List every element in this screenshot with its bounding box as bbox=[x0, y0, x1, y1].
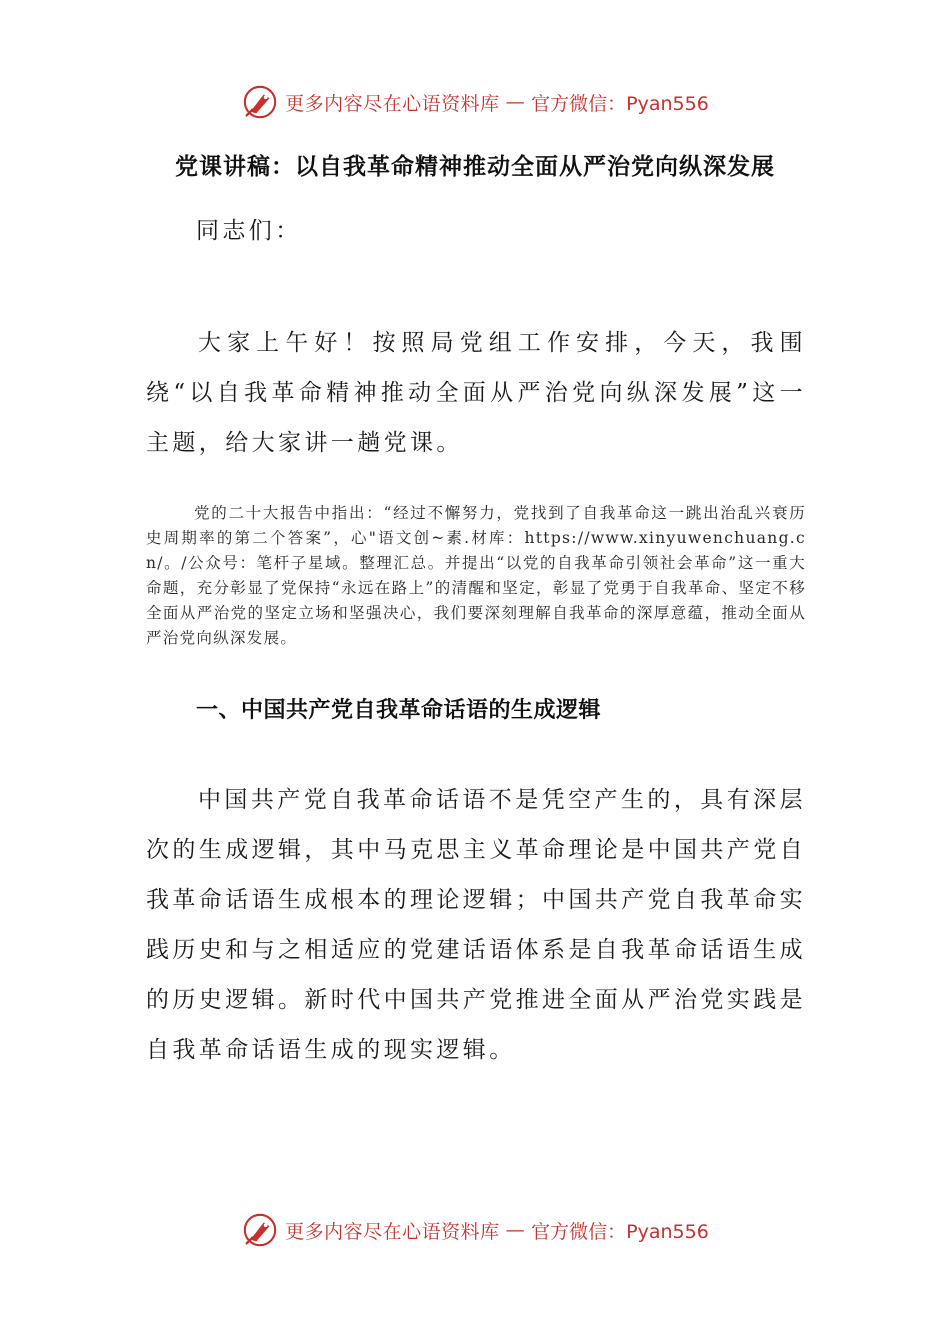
pen-nib-logo-icon bbox=[241, 1211, 279, 1249]
greeting: 同志们： bbox=[196, 218, 302, 244]
footer-main-text: 更多内容尽在心语资料库 bbox=[285, 1220, 500, 1243]
footer-banner bbox=[0, 1208, 950, 1252]
banner-sub-text: 官方微信：Pyan556 bbox=[531, 92, 709, 115]
banner-main-text: 更多内容尽在心语资料库 bbox=[285, 92, 500, 115]
footer-sub-text: 官方微信：Pyan556 bbox=[531, 1220, 709, 1243]
section-body-paragraph: 中国共产党自我革命话语不是凭空产生的，具有深层次的生成逻辑，其中马克思主义革命理论是中国共产党自我革命话语生成根本的理论逻辑；中国共产党自我革命实践历史和与之相适应的党建话语体系是自我革命话语生成的历史逻辑。新时代中国共产党推进全面从严治党实践是自我革命话语生成的现实逻辑。 bbox=[146, 787, 806, 1063]
section-heading: 一、中国共产党自我革命话语的生成逻辑 bbox=[196, 698, 602, 723]
pen-nib-logo-icon bbox=[241, 83, 279, 121]
banner-dash: — bbox=[505, 91, 526, 113]
intro-paragraph: 大家上午好！按照局党组工作安排，今天，我围绕“以自我革命精神推动全面从严治党向纵深发展”这一主题，给大家讲一趟党课。 bbox=[146, 330, 806, 456]
quote-paragraph: 党的二十大报告中指出：“经过不懈努力，党找到了自我革命这一跳出治乱兴衰历史周期率的第二个答案”，心"语文创~素.材库：https://www.xinyuwenchuang.cn/。/公众号：笔杆子星域。整理汇总。并提出“以党的自我革命引领社会革命”这一重大命题，充分彰显了党保持“永远在路上”的清醒和坚定，彰显了党勇于自我革命、坚定不移全面从严治党的坚定立场和坚强决心，我们要深刻理解自我革命的深厚意蕴，推动全面从严治党向纵深发展。 bbox=[146, 504, 806, 647]
document-title: 党课讲稿：以自我革命精神推动全面从严治党向纵深发展 bbox=[175, 154, 775, 180]
footer-dash: — bbox=[505, 1219, 526, 1241]
header-banner bbox=[0, 80, 950, 124]
